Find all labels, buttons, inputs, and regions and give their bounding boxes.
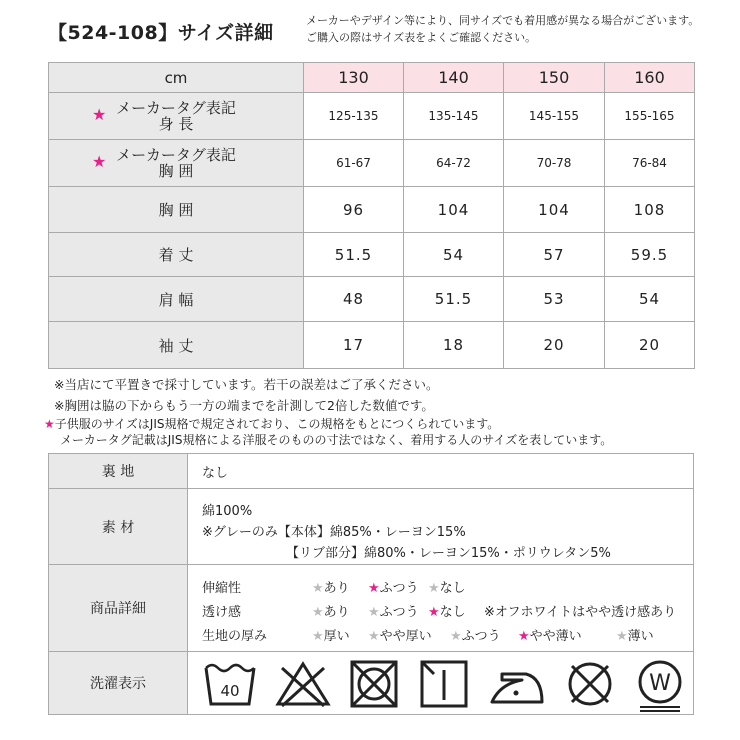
material-line: ※グレーのみ【本体】綿85%・レーヨン15% [202,525,466,540]
star-icon: ★ [92,151,107,171]
detail-option [368,625,432,644]
star-icon: ★ [450,629,462,644]
drip-dry-icon [416,658,472,710]
star-icon: ★ [312,605,324,620]
size-header: 130 [303,62,404,93]
star-selected-icon: ★ [368,581,380,596]
wash-label: 洗濯表示 [48,651,188,715]
star-selected-icon: ★ [518,629,530,644]
details-cell [187,564,694,652]
size-table [48,62,694,368]
size-value: 54 [403,232,504,277]
iron-low-icon [488,658,548,710]
row-label: 着 丈 [48,232,304,277]
size-value: 104 [503,186,605,233]
detail-option [428,601,466,620]
notice-text [306,12,699,46]
material-line: 綿100% [202,504,253,519]
detail-option [312,601,350,620]
size-value: 70-78 [503,139,605,187]
detail-name: 透け感 [202,605,242,620]
star-icon: ★ [428,581,440,596]
size-value: 76-84 [604,139,695,187]
detail-option-text: なし [439,605,466,620]
star-icon: ★ [368,605,380,620]
size-value: 135-145 [403,92,504,140]
row-label-line: 身 長 [158,115,194,133]
row-label [48,92,304,140]
size-value: 51.5 [303,232,404,277]
row-label-line: メーカータグ表記 [116,146,236,164]
detail-option [518,625,582,644]
wet-cleaning-icon [634,658,686,714]
lining-label: 裏 地 [48,453,188,489]
row-label-line: 胸 囲 [158,162,194,180]
detail-option [428,577,466,596]
size-value: 104 [403,186,504,233]
wet-letter: W [649,671,671,696]
row-label: 肩 幅 [48,276,304,322]
detail-option-text: ふつう [379,605,419,620]
star-icon: ★ [616,629,628,644]
size-value: 54 [604,276,695,322]
detail-option [450,625,501,644]
size-value: 48 [303,276,404,322]
size-value: 64-72 [403,139,504,187]
jis-note [44,416,612,448]
detail-option-text: あり [323,605,350,620]
row-label-line: メーカータグ表記 [116,99,236,117]
lining-value: なし [202,466,229,481]
star-icon: ★ [312,581,324,596]
wash-temp: 40 [220,682,240,700]
unit-header: cm [48,62,304,93]
note-line: ※当店にて平置きで採寸しています。若干の誤差はご了承ください。 [54,377,439,392]
detail-option [312,577,350,596]
star-icon: ★ [312,629,324,644]
no-bleach-icon [274,658,332,710]
row-label: 袖 丈 [48,321,304,369]
size-header: 150 [503,62,605,93]
detail-option-text: あり [323,581,350,596]
jis-note-line: メーカータグ記載はJIS規格による洋服そのものの寸法ではなく、着用する人のサイズを表しています。 [60,433,613,447]
detail-option-text: やや薄い [529,629,582,644]
details-label: 商品詳細 [48,564,188,652]
detail-option-text: やや厚い [379,629,432,644]
size-value: 20 [604,321,695,369]
detail-option [368,577,419,596]
star-selected-icon: ★ [428,605,440,620]
spec-table [48,453,694,715]
size-value: 17 [303,321,404,369]
detail-option [616,625,654,644]
detail-option-text: 厚い [323,629,350,644]
detail-name: 伸縮性 [202,581,242,596]
row-label: 胸 囲 [48,186,304,233]
size-header: 160 [604,62,695,93]
jis-note-line: 子供服のサイズはJIS規格で規定されており、この規格をもとにつくられています。 [54,417,500,431]
star-icon: ★ [92,104,107,124]
detail-option-text: なし [439,581,466,596]
star-icon: ★ [44,417,55,431]
notice-line: ご購入の際はサイズ表をよくご確認ください。 [306,31,537,44]
no-tumble-dry-icon [346,658,402,710]
size-value: 53 [503,276,605,322]
detail-name: 生地の厚み [202,629,268,644]
size-header: 140 [403,62,504,93]
material-cell [187,488,694,565]
size-value: 20 [503,321,605,369]
note-line: ※胸囲は脇の下からもう一方の端までを計測して2倍した数値です。 [54,398,434,413]
no-dry-clean-icon [562,658,618,710]
size-value: 51.5 [403,276,504,322]
size-value: 61-67 [303,139,404,187]
detail-option-text: ふつう [379,581,419,596]
size-value: 18 [403,321,504,369]
detail-option-text: 薄い [627,629,654,644]
wash-cell [187,651,694,715]
size-value: 125-135 [303,92,404,140]
size-value: 59.5 [604,232,695,277]
wash-tub-40-icon [202,658,258,710]
notice-line: メーカーやデザイン等により、同サイズでも着用感が異なる場合がございます。 [306,14,700,27]
page-title: 【524-108】サイズ詳細 [48,22,274,44]
size-value: 145-155 [503,92,605,140]
row-label [48,139,304,187]
size-value: 155-165 [604,92,695,140]
lining-value-cell [187,453,694,489]
size-value: 96 [303,186,404,233]
detail-option-text: ふつう [461,629,501,644]
star-icon: ★ [368,629,380,644]
detail-extra: ※オフホワイトはやや透け感あり [484,605,677,620]
detail-option [312,625,350,644]
material-line: 【リブ部分】綿80%・レーヨン15%・ポリウレタン5% [286,546,611,561]
size-value: 57 [503,232,605,277]
size-value: 108 [604,186,695,233]
material-label: 素 材 [48,488,188,565]
detail-option [368,601,419,620]
